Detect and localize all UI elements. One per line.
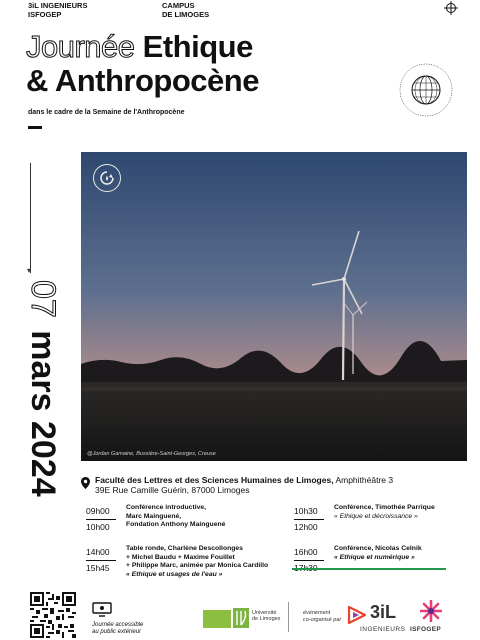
- accent-rule: [292, 568, 446, 570]
- university-name-line1: Université: [252, 610, 277, 616]
- schedule-session-3: [294, 504, 474, 544]
- session-end-time: 15h45: [86, 563, 110, 573]
- crosshair-icon: [444, 1, 458, 15]
- session-end-time: 12h00: [294, 522, 318, 532]
- photo-credit: @Jordan Gamaine, Bussière-Saint-Georges, Creuse: [87, 451, 216, 457]
- title-line-anthropocene: & Anthropocène: [26, 63, 259, 98]
- title-word-journee: Journée: [26, 29, 135, 64]
- time-divider: [294, 560, 324, 561]
- university-logo-mark: [233, 608, 249, 628]
- session-start-time: 10h30: [294, 506, 318, 516]
- session-start-time: 16h00: [294, 547, 318, 557]
- venue-name: Faculté des Lettres et des Sciences Humaines de Limoges,: [95, 475, 334, 485]
- session-start-time: 14h00: [86, 547, 110, 557]
- session-topic: « Ethique et décroissance »: [334, 512, 418, 520]
- 3il-logo-icon: [347, 604, 369, 626]
- co-organized-line2: co-organisé par: [303, 616, 342, 623]
- title-word-ethique: Ethique: [142, 29, 253, 64]
- time-divider: [86, 560, 116, 561]
- session-topic: « Ethique et usages de l'eau »: [126, 570, 223, 578]
- venue-room: Amphithéâtre 3: [333, 475, 394, 485]
- session-topic: « Ethique et numérique »: [334, 553, 415, 561]
- accessibility-line1: Journée accessible: [92, 622, 144, 628]
- footer-divider: [288, 602, 289, 632]
- header-campus-line2: DE LIMOGES: [162, 9, 210, 19]
- schedule-session-4: [294, 545, 474, 585]
- schedule-session-1: [86, 504, 286, 544]
- qr-code[interactable]: [30, 592, 76, 638]
- session-affiliation: Fondation Anthony Mainguené: [126, 521, 226, 529]
- co-organized-line1: événement: [303, 610, 331, 616]
- session-title: Conférence, Nicolas Celnik: [334, 545, 422, 552]
- globe-seal-icon: [398, 62, 454, 118]
- session-moderator: + Philippe Marc, animée par Monica Cardillo: [126, 562, 269, 570]
- university-name-line2: de Limoges: [252, 616, 281, 622]
- isfogep-logo-text: ISFOGEP: [410, 626, 441, 633]
- session-end-time: 10h00: [86, 522, 110, 532]
- arrow-down-icon: ▾: [27, 266, 32, 275]
- 3il-logo-text: 3iL: [370, 602, 397, 622]
- header-org-3il: [28, 2, 87, 19]
- header-org-3il-line1: 3iL INGENIEURS: [28, 1, 88, 10]
- event-date: [19, 280, 63, 530]
- 3il-logo-subtext: INGENIEURS: [360, 626, 406, 633]
- isfogep-logo-icon: [420, 600, 442, 622]
- co-organized-note: [303, 610, 341, 623]
- session-speaker: Marc Mainguené,: [126, 512, 182, 520]
- date-month-year: mars 2024: [24, 330, 62, 497]
- venue-address: 39E Rue Camille Guérin, 87000 Limoges: [95, 485, 250, 495]
- title-dash: [28, 126, 42, 129]
- session-title: Conférence introductive,: [126, 504, 207, 511]
- header-org-3il-line2: ISFOGEP: [28, 9, 62, 19]
- time-divider: [294, 519, 324, 520]
- monitor-icon: [92, 602, 112, 617]
- university-logo-text: [252, 610, 280, 622]
- page-title: [26, 30, 386, 98]
- schedule-session-2: [86, 545, 286, 585]
- landscape-image: [81, 152, 467, 461]
- location-pin-icon: [81, 477, 90, 489]
- session-title: Conférence, Timothée Parrique: [334, 504, 435, 511]
- session-title: Table ronde, Charlène Descollonges: [126, 545, 243, 552]
- session-start-time: 09h00: [86, 506, 110, 516]
- header-campus: [162, 2, 209, 19]
- recycle-icon: [93, 164, 121, 192]
- time-divider: [86, 519, 116, 520]
- venue: [81, 475, 471, 496]
- wind-turbine-photo: [81, 152, 467, 461]
- date-day: 07: [24, 280, 62, 318]
- subtitle: dans le cadre de la Semaine de l'Anthropocène: [28, 109, 185, 116]
- accessibility-note: [92, 622, 143, 636]
- header-campus-line1: CAMPUS: [162, 1, 195, 10]
- accessibility-line2: au public extérieur: [92, 629, 142, 635]
- timeline-line: [30, 163, 31, 273]
- faculty-logo: [203, 610, 231, 628]
- session-speakers: + Michel Baudu + Maxime Fouillet: [126, 553, 235, 561]
